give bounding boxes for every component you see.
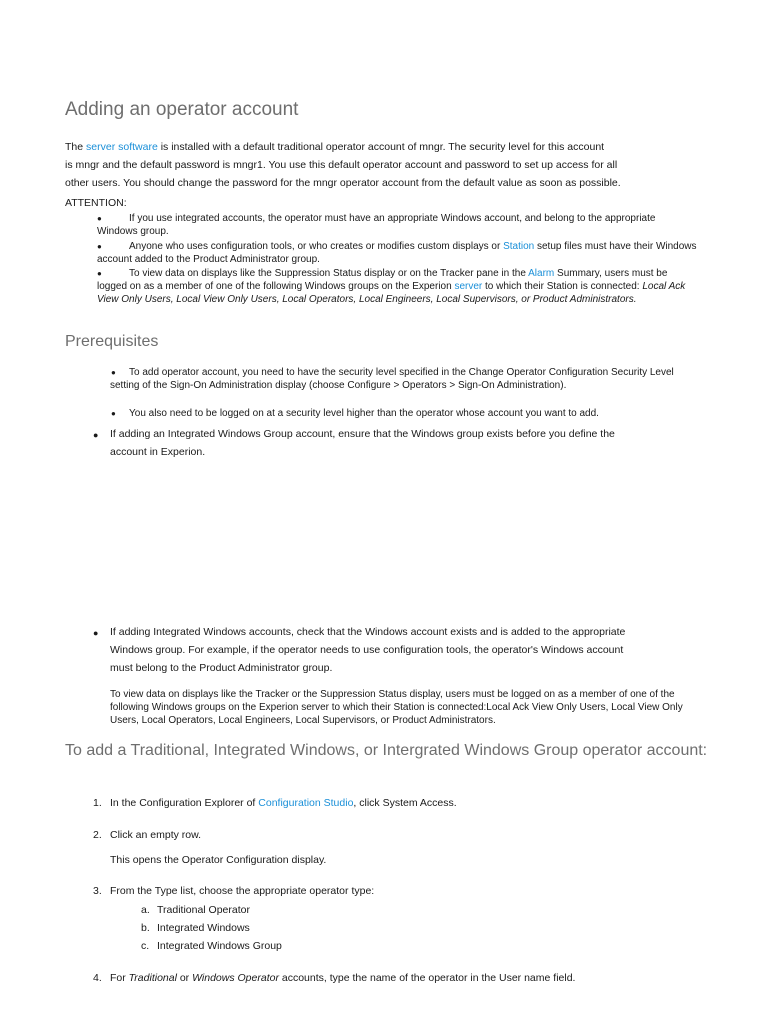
bullet-icon: ● bbox=[97, 269, 102, 278]
intro-paragraph bbox=[65, 138, 725, 192]
sub-c: Integrated Windows Group bbox=[157, 940, 282, 952]
prereq-note: To view data on displays like the Tracker or the Suppression Status display, users must be logged on as a member of one of the following Windows groups on the Experion server to which their Station is connected:Local Ack View Only Users, Local View Only Users, Local Operators, Local Engineers, Local Supervisors, or Product Administrators. bbox=[110, 689, 683, 726]
server-link[interactable]: server bbox=[454, 281, 483, 292]
station-link[interactable]: Station bbox=[503, 241, 535, 252]
prereq-item-4: If adding Integrated Windows accounts, check that the Windows account exists and is added to the appropriate Windows group. For example, if the operator needs to use configuration tools, the operator's Windows account must belong to the Product Administrator group. bbox=[110, 626, 626, 674]
step-4: For Traditional or Windows Operator accounts, type the name of the operator in the User name field. bbox=[110, 972, 576, 984]
step-3: From the Type list, choose the appropriate operator type: bbox=[110, 885, 375, 897]
step-4-number: 4. bbox=[93, 972, 102, 984]
bullet-icon: ● bbox=[97, 214, 102, 223]
procedure-heading: To add a Traditional, Integrated Windows, or Intergrated Windows Group operator account: bbox=[65, 742, 708, 759]
attention-item-3: To view data on displays like the Suppression Status display or on the Tracker pane in the Alarm Summary, users must be logged on as a member of one of the following Windows groups on the Experion server to which their Station is connected: Local Ack View Only Users, Local View Only Users, Local Operators, Local Engineers, Local Supervisors, or Product Administrators. bbox=[97, 268, 686, 305]
bullet-icon: ● bbox=[111, 409, 116, 418]
intro-line1: is installed with a default traditional operator account of mngr. The security level for this account bbox=[157, 141, 605, 153]
sub-c-number: c. bbox=[141, 940, 150, 952]
prereq-item-1: To add operator account, you need to have the security level specified in the Change Operator Configuration Security Level setting of the Sign-On Administration display (choose Configure > Operators > Sign-On Administration). bbox=[110, 367, 674, 391]
attention-item-1: If you use integrated accounts, the operator must have an appropriate Windows account, and belong to the appropriate Windows group. bbox=[97, 213, 656, 237]
server-software-link[interactable]: server software bbox=[86, 141, 158, 153]
sub-a: Traditional Operator bbox=[157, 904, 250, 916]
bullet-icon: ● bbox=[93, 430, 99, 440]
sub-a-number: a. bbox=[141, 904, 150, 916]
sub-b: Integrated Windows bbox=[157, 922, 250, 934]
intro-line3: other users. You should change the password for the mngr operator account from the default value as soon as possible. bbox=[65, 177, 621, 189]
attention-label: ATTENTION: bbox=[65, 197, 127, 209]
step-2-result: This opens the Operator Configuration display. bbox=[110, 854, 327, 866]
step-1-number: 1. bbox=[93, 797, 102, 809]
prereq-item-3: If adding an Integrated Windows Group account, ensure that the Windows group exists before you define the account in Experion. bbox=[110, 428, 615, 458]
attention-item-2: Anyone who uses configuration tools, or who creates or modifies custom displays or Station setup files must have their Windows account added to the Product Administrator group. bbox=[97, 241, 697, 265]
sub-b-number: b. bbox=[141, 922, 150, 934]
intro-pre: The bbox=[65, 141, 87, 153]
prerequisites-heading: Prerequisites bbox=[65, 333, 159, 350]
bullet-icon: ● bbox=[111, 368, 116, 377]
prereq-item-2: You also need to be logged on at a security level higher than the operator whose account you want to add. bbox=[129, 408, 599, 419]
step-1: In the Configuration Explorer of Configuration Studio, click System Access. bbox=[110, 797, 457, 809]
step-2-number: 2. bbox=[93, 829, 102, 841]
page-title: Adding an operator account bbox=[65, 99, 299, 120]
configuration-studio-link[interactable]: Configuration Studio bbox=[258, 797, 354, 809]
step-3-number: 3. bbox=[93, 885, 102, 897]
bullet-icon: ● bbox=[93, 628, 99, 638]
step-2: Click an empty row. bbox=[110, 829, 202, 841]
alarm-link[interactable]: Alarm bbox=[528, 268, 555, 279]
bullet-icon: ● bbox=[97, 242, 102, 251]
intro-line2: is mngr and the default password is mngr1. You use this default operator account and password to set up access for all bbox=[65, 159, 618, 171]
